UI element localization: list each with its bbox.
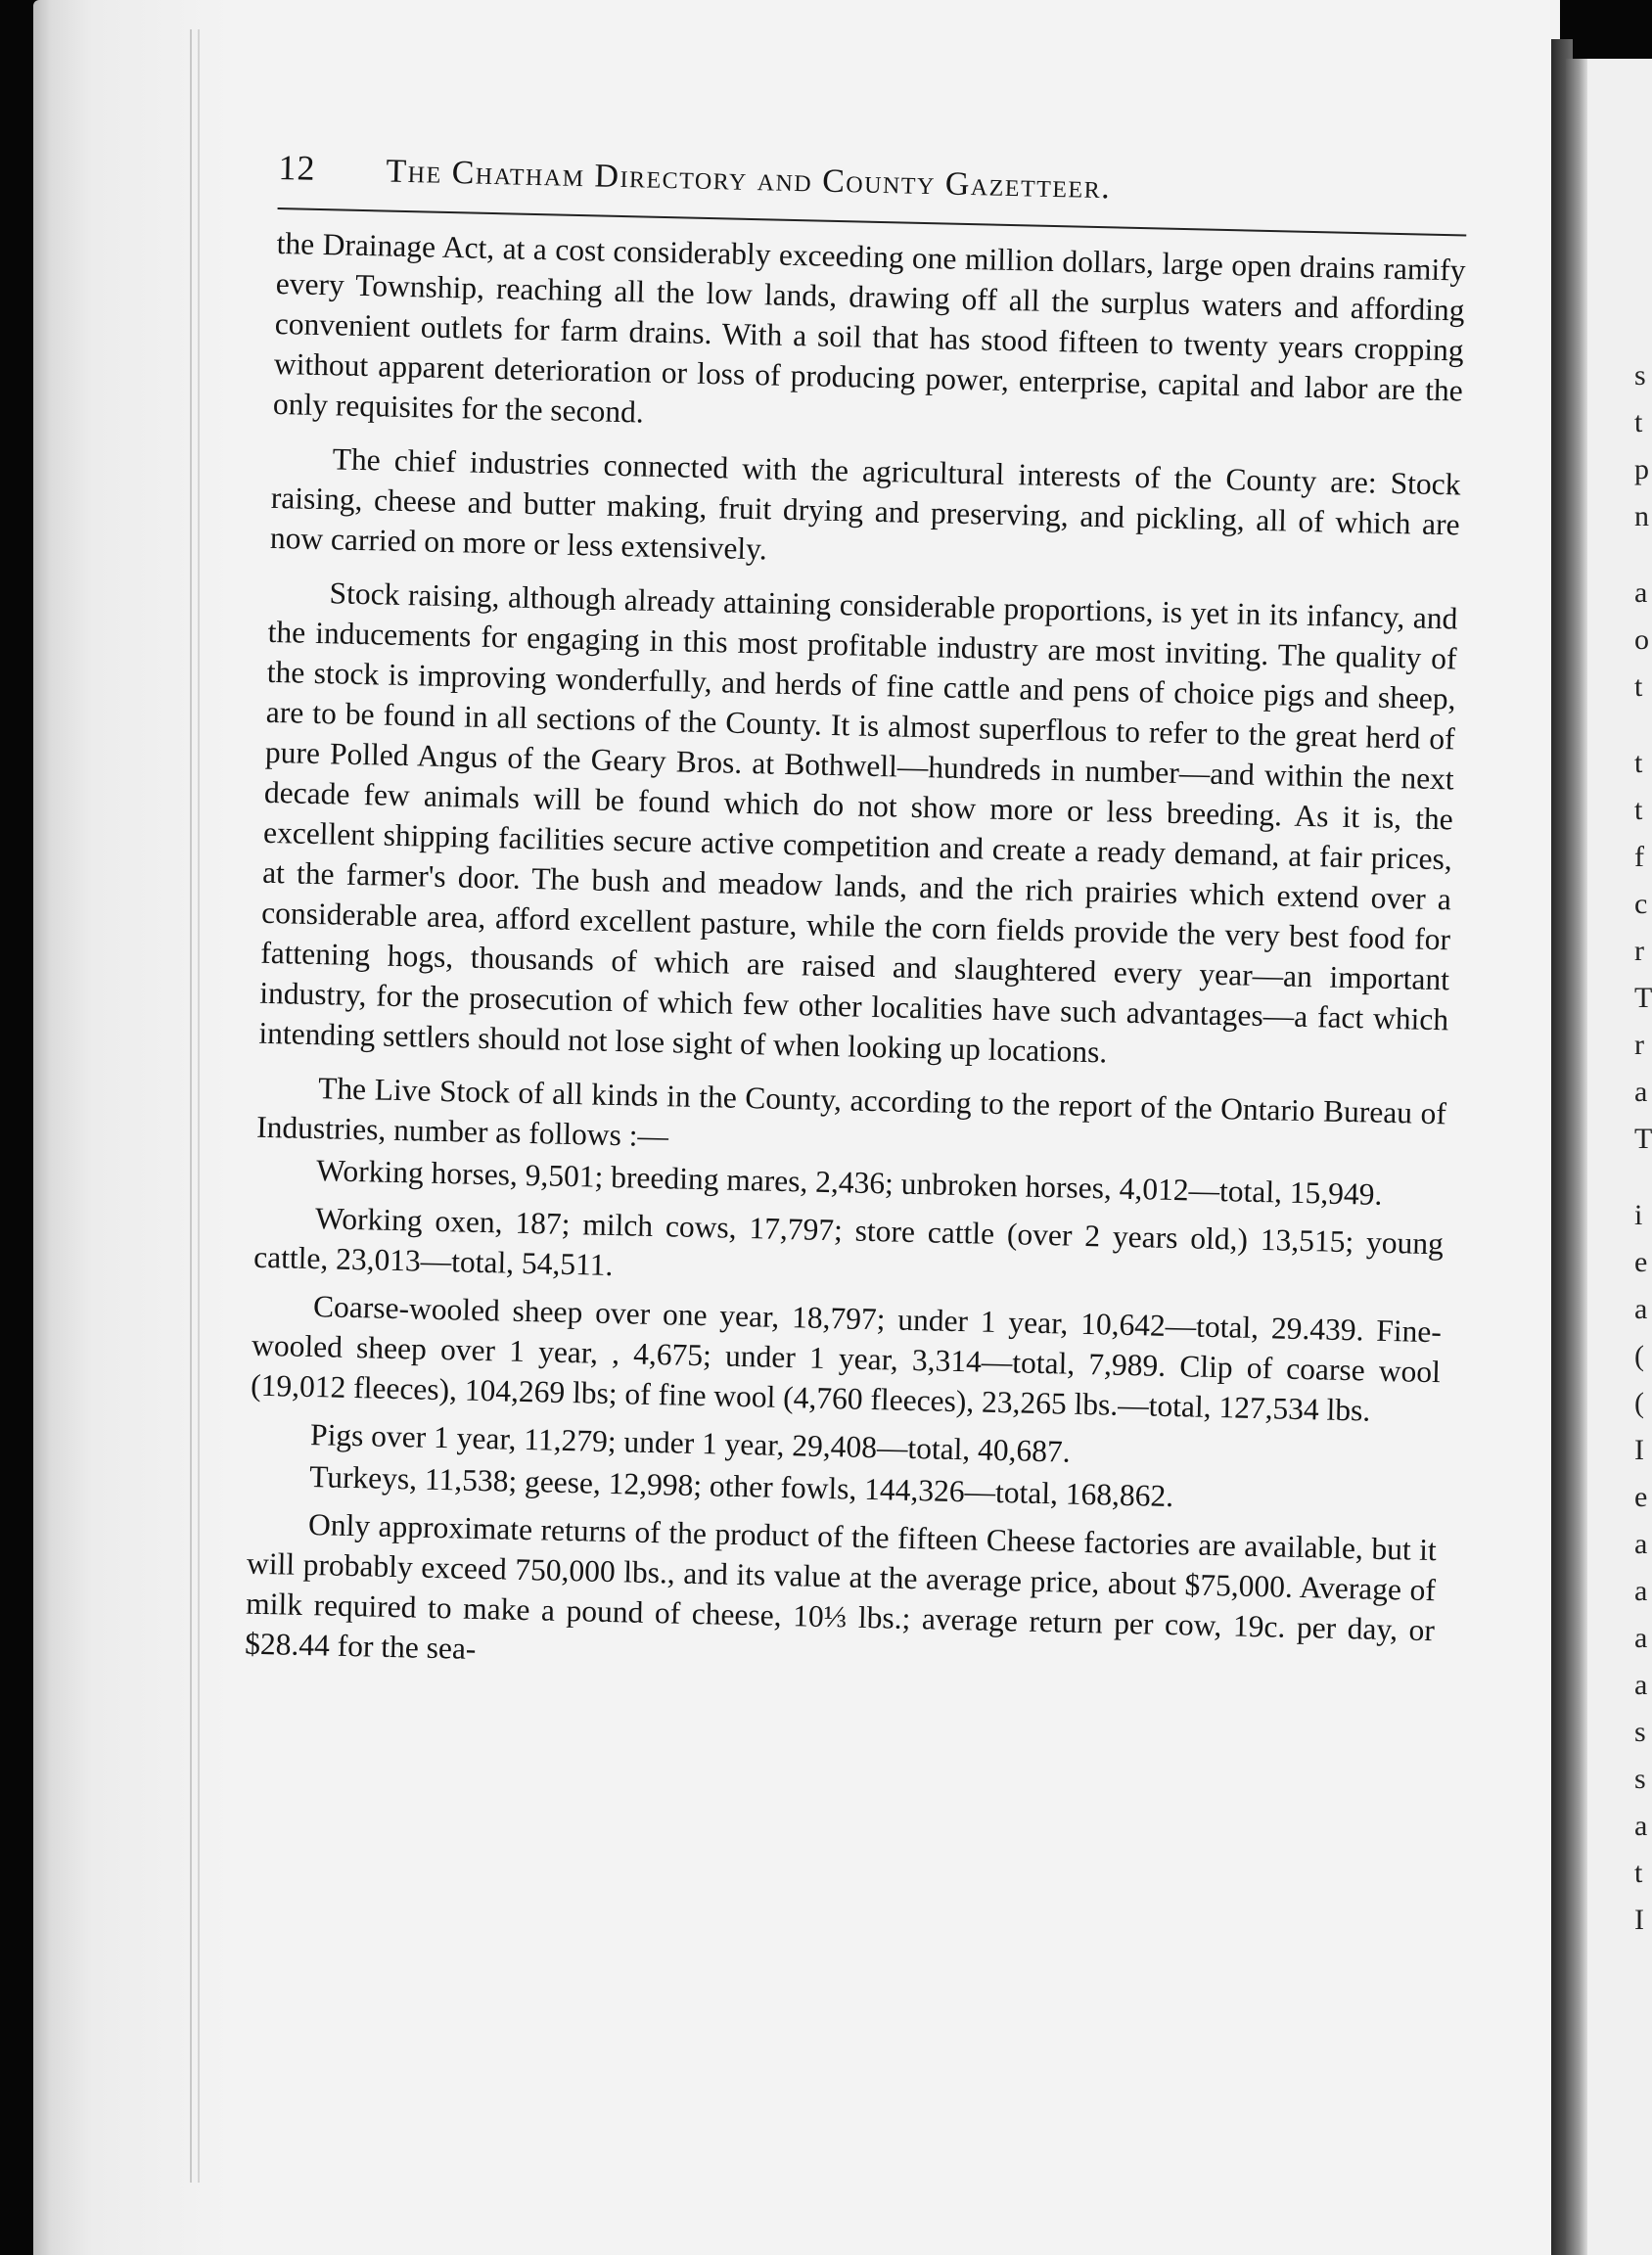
- paragraph-live-stock-intro: The Live Stock of all kinds in the County, according to the report of the Ontario Bureau of Industries, number as follows :—: [255, 1071, 1447, 1154]
- facing-page-letter: r: [1634, 935, 1644, 967]
- facing-page-letter: t: [1634, 794, 1643, 826]
- facing-page-letter: e: [1634, 1481, 1648, 1513]
- facing-page-letter: [1634, 1163, 1652, 1192]
- document-page: [245, 147, 1468, 1704]
- facing-page-letter: r: [1634, 1029, 1644, 1061]
- facing-page-letter: a: [1634, 1575, 1648, 1607]
- stat-pigs: Pigs over 1 year, 11,279; under 1 year, 29,408—total, 40,687.: [309, 1417, 1072, 1469]
- facing-page-letter: t: [1634, 670, 1643, 703]
- facing-page-letter: a: [1634, 1810, 1648, 1842]
- facing-page-letter: T: [1634, 982, 1652, 1014]
- facing-page-letter: a: [1634, 1669, 1648, 1701]
- facing-page-letter: s: [1634, 1716, 1646, 1748]
- facing-page-letter: [1634, 540, 1652, 570]
- facing-page-letter: (: [1634, 1340, 1644, 1372]
- facing-page-letter: t: [1634, 1857, 1643, 1889]
- paragraph-industries: The chief industries connected with the agricultural interests of the County are: Stock raising, cheese and butter making, fruit drying and preserving, and pickling, all of which are now carried on more or less extensively.: [269, 441, 1461, 567]
- facing-page-letter: [1634, 711, 1652, 740]
- stat-cattle: Working oxen, 187; milch cows, 17,797; store cattle (over 2 years old,) 13,515; young cattle, 23,013—total, 54,511.: [252, 1201, 1445, 1283]
- facing-page-letter: f: [1634, 841, 1644, 873]
- facing-page-letter: I: [1634, 1434, 1644, 1466]
- stat-horses: Working horses, 9,501; breeding mares, 2,436; unbroken horses, 4,012—total, 15,949.: [315, 1153, 1383, 1212]
- facing-page-letter: s: [1634, 1763, 1646, 1795]
- facing-page-letter: a: [1634, 1293, 1648, 1325]
- facing-page-letter: p: [1634, 453, 1649, 485]
- facing-page-letter: I: [1634, 1904, 1644, 1936]
- page-number: 12: [278, 147, 316, 188]
- facing-page-letter: a: [1634, 1528, 1648, 1560]
- page-edges: [190, 29, 200, 2183]
- paragraph-drainage: the Drainage Act, at a cost considerably exceeding one million dollars, large open drains ramify every Township, reaching all the low lands, drawing off all the surplus waters and affording convenient outlets for farm drains. With a soil that has stood fifteen to twenty years cropping without apparent deterioration or loss of producing power, enterprise, capital and labor are the only requisites for the second.: [272, 225, 1466, 430]
- facing-page-letter: s: [1634, 359, 1646, 391]
- facing-page-letter: a: [1634, 576, 1648, 609]
- paragraph-cheese: Only approximate returns of the product of the fifteen Cheese factories are available, but it will probably exceed 750,000 lbs., and its value at the average price, about $75,000. Average of milk required to make a pound of cheese, 10⅓ lbs.; average return per cow, 19c. per day, or $28.44 for the sea-: [244, 1507, 1438, 1666]
- facing-page-letter: t: [1634, 747, 1643, 779]
- facing-page-letter: e: [1634, 1246, 1648, 1278]
- running-head: The Chatham Directory and County Gazetteer.: [386, 153, 1112, 207]
- facing-page-letter: t: [1634, 406, 1643, 438]
- gutter-shadow: [1566, 59, 1587, 2255]
- facing-page-letter: i: [1634, 1199, 1643, 1231]
- facing-page-letter: c: [1634, 888, 1648, 920]
- facing-page-letter: (: [1634, 1387, 1644, 1419]
- stat-sheep: Coarse-wooled sheep over one year, 18,797; under 1 year, 10,642—total, 29.439. Fine-wooled sheep over 1 year, , 4,675; under 1 year, 3,314—total, 7,989. Clip of coarse wool (19,012 fleeces), 104,269 lbs; of fine wool (4,760 fleeces), 23,265 lbs.—total, 127,534 lbs.: [250, 1289, 1443, 1428]
- facing-page-letter: n: [1634, 500, 1649, 532]
- stat-poultry: Turkeys, 11,538; geese, 12,998; other fowls, 144,326—total, 168,862.: [308, 1459, 1174, 1514]
- facing-page-letter: a: [1634, 1076, 1648, 1108]
- facing-page-letter: o: [1634, 623, 1649, 656]
- facing-page-letter: T: [1634, 1123, 1652, 1155]
- paragraph-stock-raising: Stock raising, although already attaining considerable proportions, is yet in its infancy, and the inducements for engaging in this most profitable industry are most inviting. The quality of the stock is improving wonderfully, and herds of fine cattle and pens of choice pigs and sheep, are to be found in all sections of the County. It is almost superflous to refer to the great herd of pure Polled Angus of the Geary Bros. at Bothwell—hundreds in number—and within the next decade few animals will be found which do not show more or less breeding. As it is, the excellent shipping facilities secure active competition and create a ready demand, at fair prices, at the farmer's door. The bush and meadow lands, and the rich prairies which extend over a considerable area, afford excellent pasture, while the corn fields provide the very best food for fattening hogs, thousands of which are raised and slaughtered every year—an important industry, for the prosecution of which few other localities have such advantages—a fact which intending settlers should not lose sight of when looking up locations.: [258, 575, 1458, 1070]
- facing-page-letter: a: [1634, 1622, 1648, 1654]
- page-body: [245, 223, 1466, 1690]
- facing-page: [1566, 59, 1652, 2255]
- facing-page-letters: [1634, 352, 1652, 1944]
